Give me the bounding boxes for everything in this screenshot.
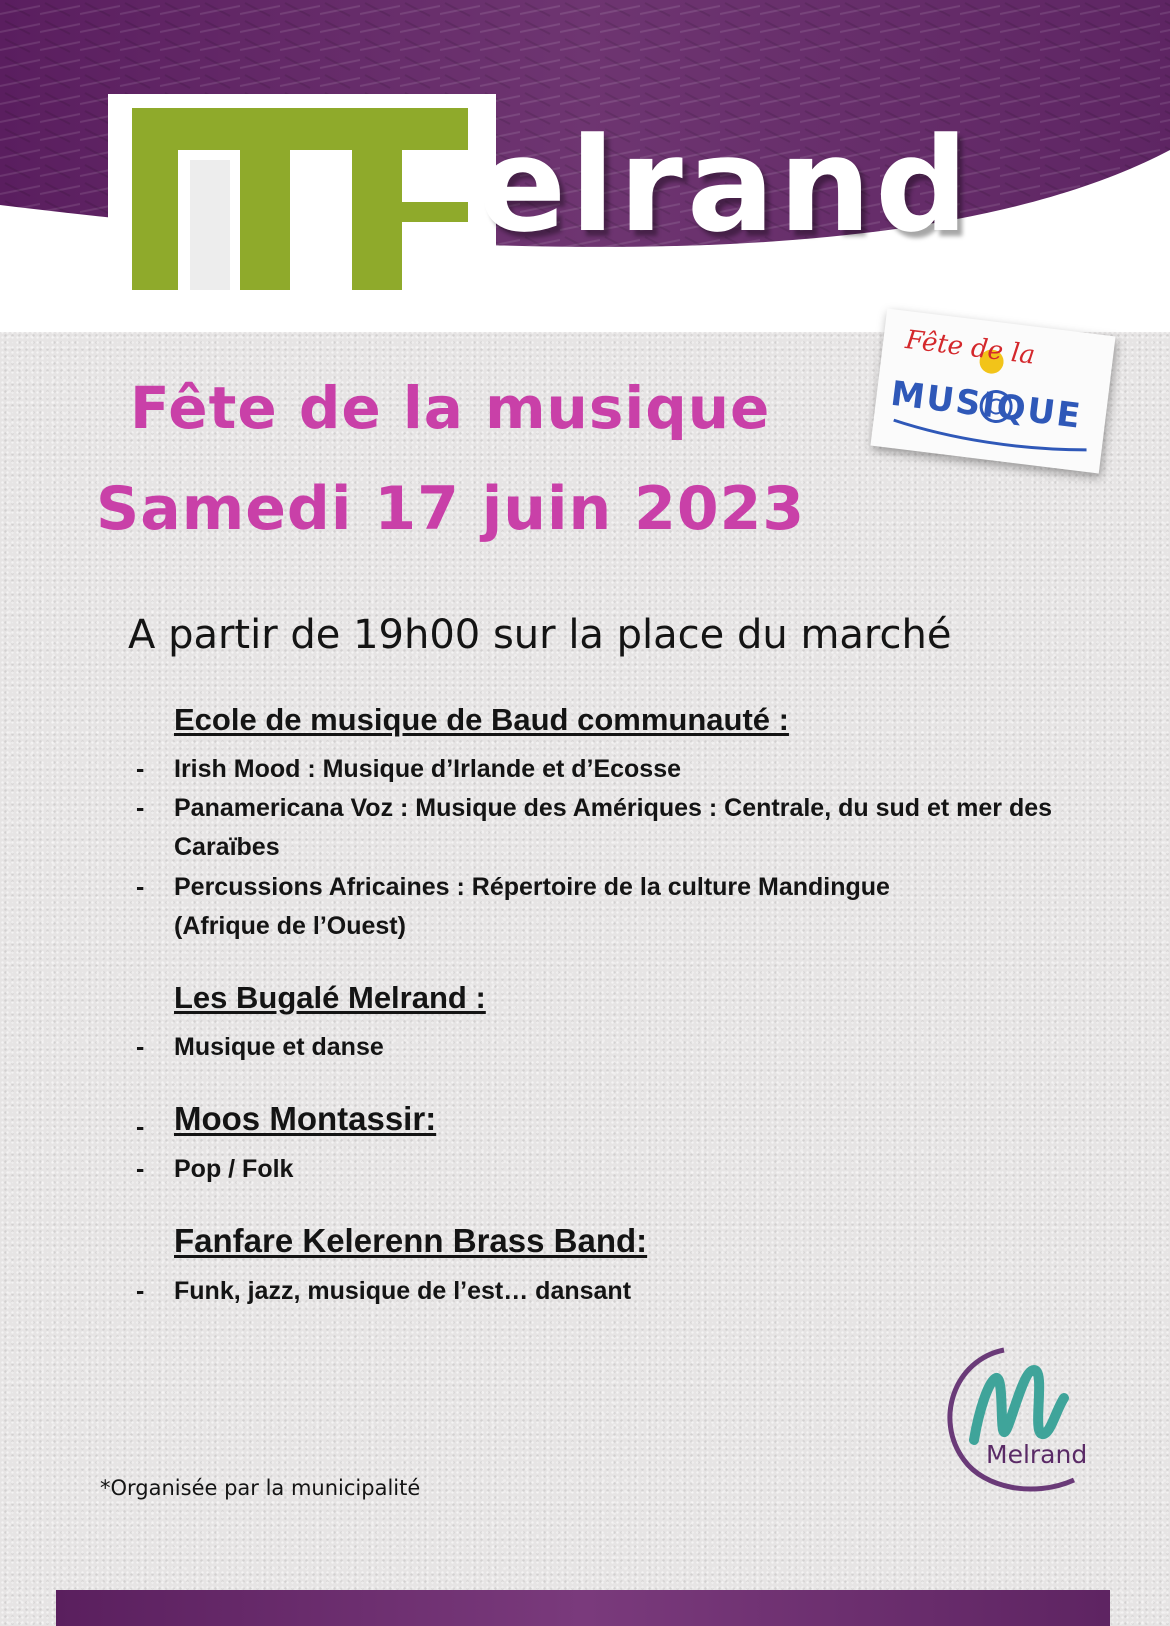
section-title: Les Bugalé Melrand : — [174, 980, 486, 1015]
event-time-location: A partir de 19h00 sur la place du marché — [128, 612, 952, 658]
logo-wordmark-letters: elrand — [478, 109, 973, 261]
section-title: Moos Montassir: — [174, 1100, 437, 1137]
list-item-text: Funk, jazz, musique de l’est… dansant — [174, 1277, 632, 1305]
list-marker: - — [136, 873, 145, 901]
list-item-text: Pop / Folk — [174, 1155, 294, 1183]
melrand-m-logo — [934, 1340, 1114, 1500]
footnote: *Organisée par la municipalité — [100, 1476, 421, 1500]
badge-line1: Fête de la — [903, 325, 1037, 371]
badge-line2: MUSIQUE — [888, 373, 1085, 437]
list-item-text: Percussions Africaines : Répertoire de la culture Mandingue (Afrique de l’Ouest) — [174, 873, 890, 940]
list-marker: - — [136, 1113, 145, 1141]
list-marker: - — [136, 1277, 145, 1305]
list-marker: - — [136, 755, 145, 783]
list-item-text: Irish Mood : Musique d’Irlande et d’Ecosse — [174, 755, 682, 783]
list-marker: - — [136, 1033, 145, 1061]
poster-title: Fête de la musique — [130, 374, 771, 442]
list-marker: - — [136, 794, 145, 822]
footer-bar — [56, 1590, 1110, 1626]
fete-de-la-musique-badge — [870, 308, 1115, 473]
section-title: Fanfare Kelerenn Brass Band: — [174, 1222, 648, 1259]
list-marker: - — [136, 1155, 145, 1183]
list-item-text: Panamericana Voz : Musique des Amériques : Centrale, du sud et mer des Caraïbes — [174, 794, 1053, 861]
m-logo-text: Melrand — [986, 1440, 1088, 1469]
melrand-wordmark-logo — [108, 94, 496, 304]
section-title: Ecole de musique de Baud communauté : — [174, 702, 789, 737]
header-banner — [0, 0, 1170, 332]
event-date: Samedi 17 juin 2023 — [96, 474, 806, 544]
list-item-text: Musique et danse — [174, 1033, 384, 1061]
